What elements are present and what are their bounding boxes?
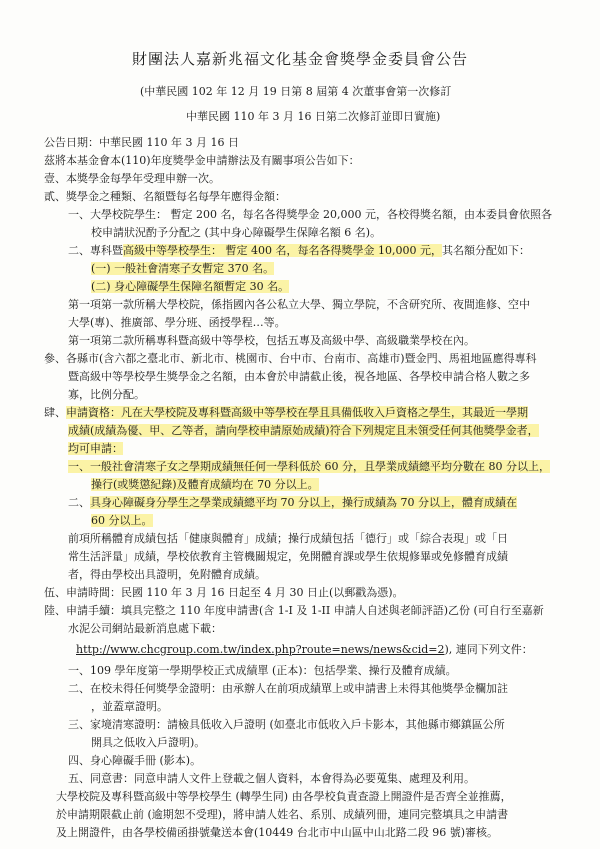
criteria-general-cont-highlight: 操行(或獎懲紀錄)及體育成績均在 70 分以上。	[91, 478, 319, 491]
quota-general-highlight: (一) 一般社會清寒子女暫定 370 名。	[91, 262, 275, 275]
criteria-disabled-cont-highlight: 60 分以上。	[91, 514, 153, 527]
criteria-disabled-prefix: 二、	[68, 496, 90, 509]
eligibility-end-highlight: 均可申請：	[68, 442, 123, 455]
section-3-cont-1: 暨高級中等學校學生獎學金之名額，由本會於申請截止後，視各地區、各學校申請合格人數之多	[68, 370, 530, 383]
download-line	[76, 641, 533, 659]
section-5: 伍、申請時間：民國 110 年 3 月 16 日起至 4 月 30 日止(以郵戳為憑)。	[44, 586, 404, 599]
pe-note-1: 前項所稱體育成績包括「健康與體育」成績；操行成績包括「德行」或「綜合表現」或「日	[68, 532, 508, 545]
section-3: 參、各縣市(含六都之臺北市、新北市、桃園市、台中市、台南市、高雄市)暨金門、馬祖地區應得專科	[44, 352, 537, 365]
criteria-general-cont	[91, 476, 319, 494]
eligibility-end	[68, 440, 123, 458]
university-definition-cont: 大學(專)、推廣部、學分班、函授學程…等。	[68, 316, 286, 329]
doc-2-cont: ，並蓋章證明。	[91, 700, 168, 713]
pe-note-2: 常生活評量」成績，學校依教育主管機關規定，免開體育課或學生依規修畢或免修體育成績	[68, 550, 508, 563]
download-link[interactable]: http://www.chcgroup.com.tw/index.php?route=news/news&cid=2	[76, 643, 445, 656]
highschool-definition: 第一項第二款所稱專科暨高級中等學校，包括五專及高級中學、高級職業學校在內。	[68, 334, 475, 347]
quota-disabled-highlight: (二) 身心障礙學生保障名額暫定 30 名。	[91, 280, 290, 293]
intro-line: 茲將本基金會本(110)年度獎學金申請辦法及有關事項公告如下：	[44, 154, 360, 167]
criteria-disabled-cont	[91, 512, 153, 530]
section-6-cont: 水泥公司網站最新消息處下載：	[68, 622, 222, 635]
highschool-quota-prefix: 二、專科暨	[68, 244, 123, 257]
download-line-suffix: ), 連同下列文件：	[444, 643, 533, 656]
criteria-disabled-highlight: 具身心障礙身分學生之學業成績總平均 70 分以上，操行成績為 70 分以上，體育成績在	[90, 496, 517, 509]
pe-note-3: 者，得由學校出具證明，免附體育成績。	[68, 568, 266, 581]
section-1: 壹、本獎學金每學年受理申辦一次。	[44, 172, 220, 185]
announcement-date: 公告日期：中華民國 110 年 3 月 16 日	[44, 136, 239, 149]
doc-3-cont: 開具之低收入戶證明)。	[91, 736, 206, 749]
highschool-quota	[68, 242, 530, 260]
quota-general	[91, 260, 274, 278]
section-4-prefix: 肆、	[44, 406, 66, 419]
doc-5: 五、同意書：同意申請人文件上登載之個人資料，本會得為必要蒐集、處理及利用。	[68, 772, 475, 785]
submission-note-1: 大學校院及專科暨高級中等學校學生 (轉學生同) 由各學校負責查證上開證件是否齊全並推薦，	[56, 790, 512, 803]
submission-note-2: 於申請期限截止前 (逾期恕不受理)，將申請人姓名、系別、成績列冊，連同完整填具之申請書	[56, 808, 509, 821]
section-6: 陸、申請手續：填具完整之 110 年度申請書(含 1-I 及 1-II 申請人自述與老師評語)乙份 (可自行至嘉新	[44, 604, 544, 617]
submission-note-3: 及上開證件，由各學校備函掛號彙送本會(10449 台北市中山區中山北路二段 96 號)審核。	[56, 826, 499, 839]
quota-disabled	[91, 278, 289, 296]
criteria-general	[68, 458, 550, 476]
university-quota: 一、大學校院學生： 暫定 200 名，每名各得獎學金 20,000 元，各校得獎名額，由本委員會依照各	[68, 208, 552, 221]
document-title: 財團法人嘉新兆福文化基金會獎學金委員會公告	[131, 50, 468, 68]
section-3-cont-2: 寡，比例分配。	[68, 388, 145, 401]
eligibility-cont-highlight: 成績(成績為優、甲、乙等者，請向學校申請原始成績)符合下列規定且未領受任何其他獎學金者，	[68, 424, 539, 437]
university-quota-cont: 校申請狀況酌予分配之 (其中身心障礙學生保障名額 6 名)。	[91, 226, 382, 239]
section-4	[44, 404, 528, 422]
revision-note-1: (中華民國 102 年 12 月 19 日第 8 屆第 4 次董事會第一次修訂	[140, 85, 452, 98]
highschool-quota-suffix: 其名額分配如下：	[441, 244, 530, 257]
doc-2: 二、在校未得任何獎學金證明：由承辦人在前項成績單上或申請書上未得其他獎學金欄加註	[68, 682, 508, 695]
revision-note-2: 中華民國 110 年 3 月 16 日第二次修訂並即日實施)	[186, 110, 441, 123]
section-2-heading: 貳、獎學金之種類、名額暨每名每學年應得金額：	[44, 190, 286, 203]
doc-3: 三、家境清寒證明：請檢具低收入戶證明 (如臺北市低收入戶卡影本，其他縣市鄉鎮區公所	[68, 718, 505, 731]
eligibility-cont	[68, 422, 539, 440]
criteria-disabled	[68, 494, 517, 512]
eligibility-highlight: 申請資格：凡在大學校院及專科暨高級中等學校在學且具備低收入戶資格之學生，其最近一學期	[66, 406, 528, 419]
doc-4: 四、身心障礙手冊 (影本)。	[68, 754, 202, 767]
highschool-quota-highlight: 高級中等學校學生： 暫定 400 名，每名各得獎學金 10,000 元，	[123, 244, 442, 257]
doc-1: 一、109 學年度第一學期學校正式成績單 (正本)：包括學業、操行及體育成績。	[68, 664, 457, 677]
criteria-general-highlight: 一、一般社會清寒子女之學期成績無任何一學科低於 60 分，且學業成績總平均分數在 80 分以上，	[68, 460, 550, 473]
university-definition: 第一項第一款所稱大學校院，係指國內各公私立大學、獨立學院，不含研究所、夜間進修、空中	[68, 298, 530, 311]
